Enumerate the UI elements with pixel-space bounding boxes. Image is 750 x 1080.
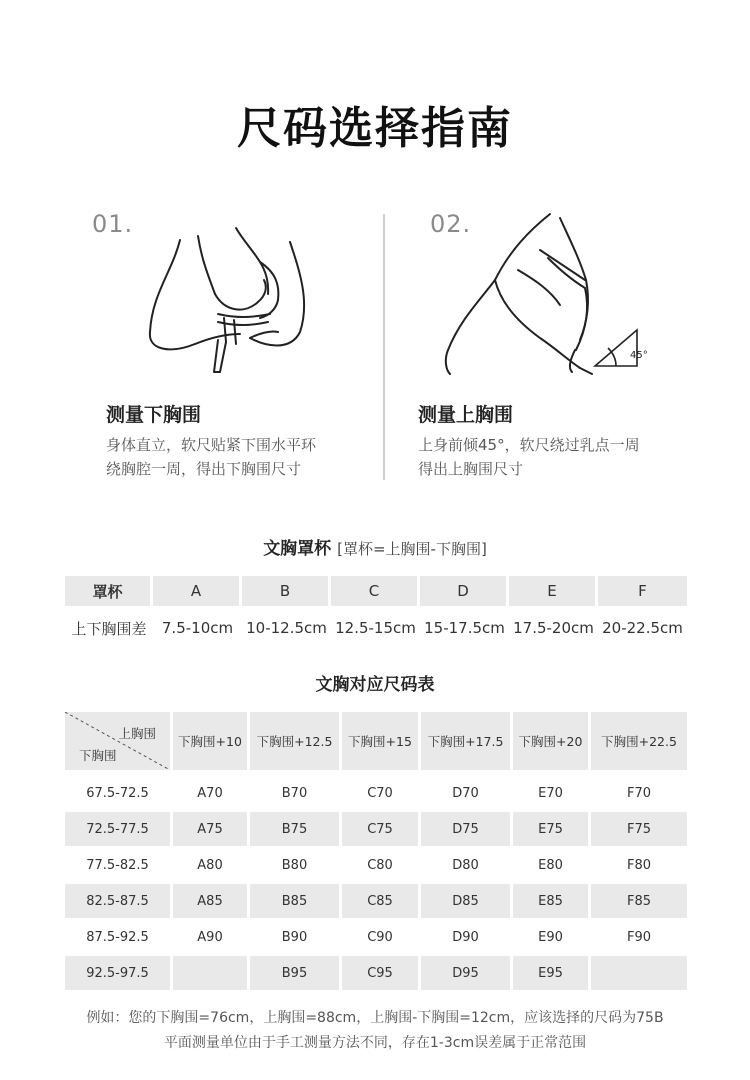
- size-table-row: [65, 848, 687, 882]
- cup-header-cell: 罩杯: [65, 576, 153, 606]
- size-cell: B95: [250, 956, 342, 990]
- size-cell: D75: [421, 812, 513, 846]
- cup-header-cell: B: [242, 576, 331, 606]
- size-cell: D90: [421, 920, 513, 954]
- cup-header-cell: A: [153, 576, 242, 606]
- size-cell: A85: [173, 884, 250, 918]
- size-header-cell: 下胸围+17.5: [421, 712, 513, 770]
- size-table-header-row: [65, 712, 687, 770]
- size-cell: C80: [342, 848, 421, 882]
- cup-table-title: [0, 534, 750, 559]
- step-1-title: 测量下胸围: [106, 404, 202, 426]
- footer-note: 平面测量单位由于手工测量方法不同，存在1-3cm误差属于正常范围: [163, 1035, 587, 1051]
- size-cell: A90: [173, 920, 250, 954]
- step-divider: [383, 214, 385, 480]
- step-2-desc-line-1: 上身前倾45°，软尺绕过乳点一周: [418, 436, 640, 454]
- size-cell: D85: [421, 884, 513, 918]
- step-1-desc-line-2: 绕胸腔一周，得出下胸围尺寸: [106, 460, 302, 478]
- cup-range-cell: 20-22.5cm: [598, 608, 687, 648]
- step-1-number: 01.: [92, 210, 134, 238]
- size-cell: F70: [591, 776, 687, 810]
- size-cell: C75: [342, 812, 421, 846]
- size-table-row: [65, 776, 687, 810]
- size-cell: B70: [250, 776, 342, 810]
- size-cell: E75: [513, 812, 591, 846]
- size-cell: B75: [250, 812, 342, 846]
- page-title: 尺码选择指南: [237, 103, 513, 154]
- corner-bottom-label: 下胸围: [79, 748, 117, 763]
- underbust-range-cell: 87.5-92.5: [65, 920, 173, 954]
- size-table-row: [65, 884, 687, 918]
- size-cell: E80: [513, 848, 591, 882]
- size-table-title: 文胸对应尺码表: [315, 675, 435, 695]
- size-cell: C85: [342, 884, 421, 918]
- size-table-row: [65, 812, 687, 846]
- size-cell: A75: [173, 812, 250, 846]
- size-header-cell: 下胸围+20: [513, 712, 591, 770]
- cup-table-formula: [罩杯=上胸围-下胸围]: [337, 540, 487, 558]
- size-cell: E90: [513, 920, 591, 954]
- cup-row-label: 上下胸围差: [65, 608, 153, 648]
- size-cell: [173, 956, 250, 990]
- size-cell: B80: [250, 848, 342, 882]
- cup-header-cell: F: [598, 576, 687, 606]
- size-cell: B90: [250, 920, 342, 954]
- cup-table-title-text: 文胸罩杯: [263, 539, 332, 559]
- cup-header-cell: D: [420, 576, 509, 606]
- size-cell: C70: [342, 776, 421, 810]
- measure-overbust-illustration: [440, 210, 662, 382]
- size-cell: C95: [342, 956, 421, 990]
- size-cell: D70: [421, 776, 513, 810]
- underbust-range-cell: 92.5-97.5: [65, 956, 173, 990]
- size-header-cell: 下胸围+12.5: [250, 712, 342, 770]
- size-cell: D80: [421, 848, 513, 882]
- cup-range-cell: 17.5-20cm: [509, 608, 598, 648]
- cup-header-cell: C: [331, 576, 420, 606]
- step-2-desc-line-2: 得出上胸围尺寸: [418, 460, 524, 478]
- cup-table-header-row: [65, 576, 687, 606]
- underbust-range-cell: 72.5-77.5: [65, 812, 173, 846]
- size-cell: F75: [591, 812, 687, 846]
- footer-example: 例如：您的下胸围=76cm，上胸围=88cm，上胸围-下胸围=12cm，应该选择的尺码为75B: [86, 1010, 664, 1026]
- size-table-row: [65, 956, 687, 990]
- size-cell: E70: [513, 776, 591, 810]
- step-2-title: 测量上胸围: [418, 404, 514, 426]
- cup-table-data-row: [65, 608, 687, 648]
- measure-underbust-illustration: [140, 222, 330, 382]
- size-cell: [591, 956, 687, 990]
- cup-header-cell: E: [509, 576, 598, 606]
- size-table-corner-cell: [65, 712, 173, 770]
- angle-label: 45°: [630, 350, 648, 361]
- step-1-desc-line-1: 身体直立，软尺贴紧下围水平环: [106, 436, 317, 454]
- size-cell: F90: [591, 920, 687, 954]
- cup-range-cell: 10-12.5cm: [242, 608, 331, 648]
- cup-range-cell: 12.5-15cm: [331, 608, 420, 648]
- step-2-number: 02.: [430, 210, 472, 238]
- size-cell: C90: [342, 920, 421, 954]
- size-header-cell: 下胸围+22.5: [591, 712, 687, 770]
- size-table-row: [65, 920, 687, 954]
- size-header-cell: 下胸围+15: [342, 712, 421, 770]
- underbust-range-cell: 67.5-72.5: [65, 776, 173, 810]
- underbust-range-cell: 82.5-87.5: [65, 884, 173, 918]
- size-cell: F80: [591, 848, 687, 882]
- cup-range-cell: 7.5-10cm: [153, 608, 242, 648]
- size-cell: A70: [173, 776, 250, 810]
- size-header-cell: 下胸围+10: [173, 712, 250, 770]
- size-cell: B85: [250, 884, 342, 918]
- size-cell: E95: [513, 956, 591, 990]
- size-cell: E85: [513, 884, 591, 918]
- corner-top-label: 上胸围: [118, 726, 156, 741]
- cup-range-cell: 15-17.5cm: [420, 608, 509, 648]
- size-cell: F85: [591, 884, 687, 918]
- size-cell: A80: [173, 848, 250, 882]
- underbust-range-cell: 77.5-82.5: [65, 848, 173, 882]
- size-cell: D95: [421, 956, 513, 990]
